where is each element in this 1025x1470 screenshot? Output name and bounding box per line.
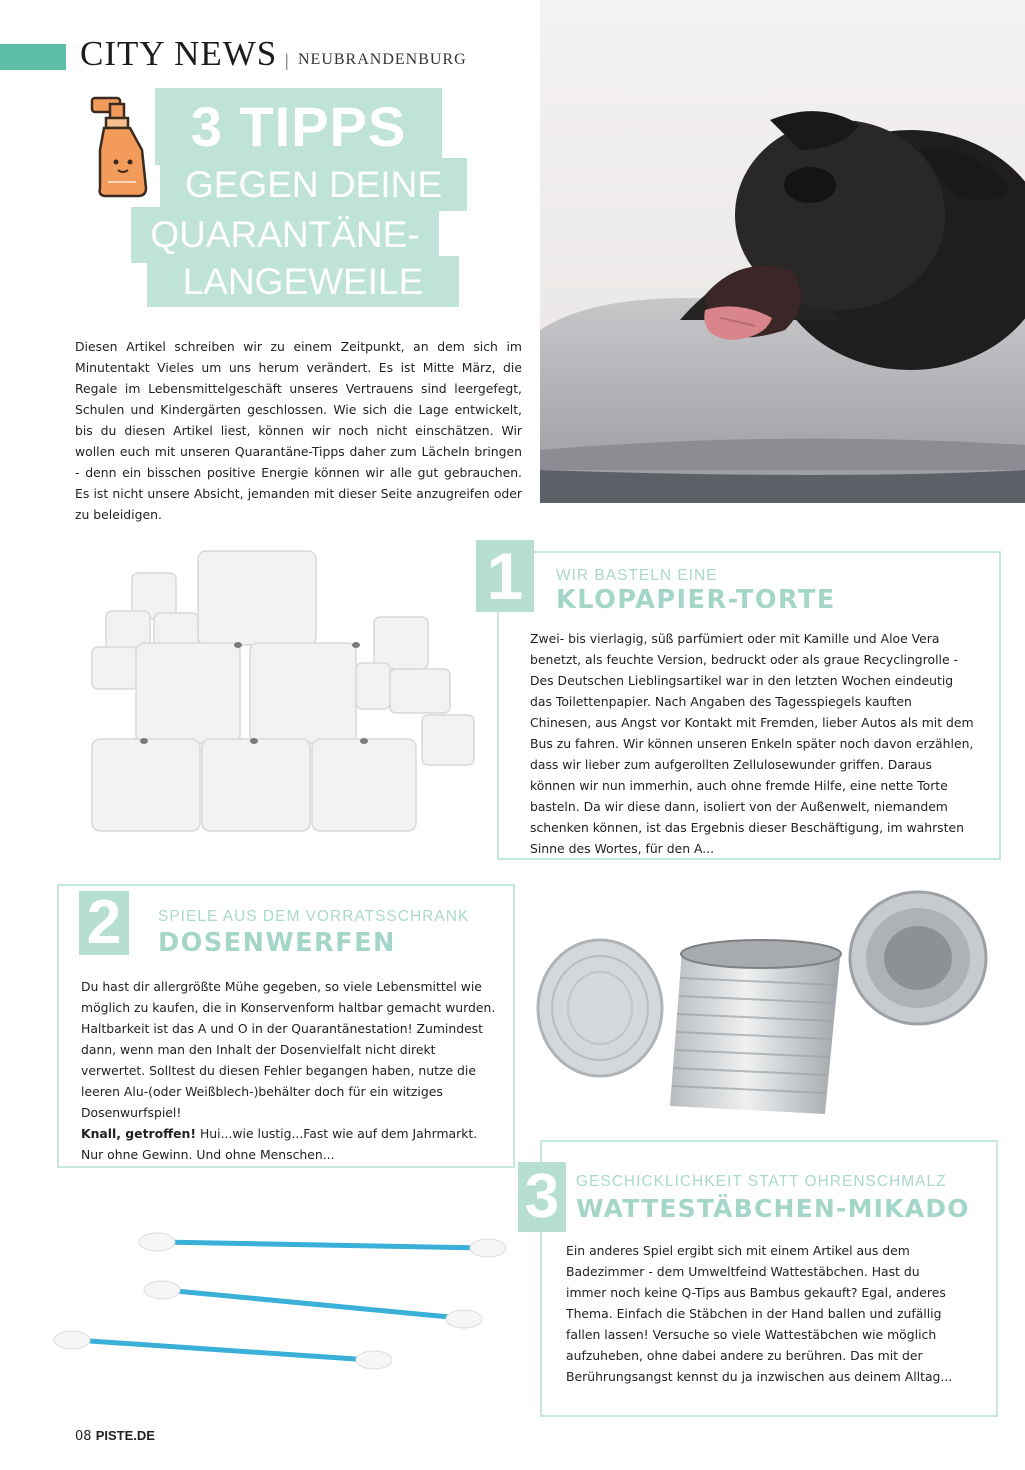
tin-cans-photo (530, 888, 1010, 1128)
tip-2-number: 2 (79, 891, 129, 955)
tip-3-kicker: GESCHICKLICHKEIT STATT OHRENSCHMALZ (576, 1173, 947, 1190)
headline-line-2: GEGEN DEINE (160, 158, 467, 211)
headline-line-4: LANGEWEILE (147, 256, 459, 307)
tip-1-heading: KLOPAPIER-TORTE (556, 585, 836, 615)
publication-brand: PISTE.DE (95, 1428, 155, 1443)
tip-2-body-tail: Hui...wie lustig...Fast wie auf dem Jahrmarkt. Nur ohne Gewinn. Und ohne Menschen... (81, 1126, 478, 1162)
page-number: 08 (75, 1429, 92, 1444)
headline-line-1: 3 TIPPS (155, 88, 442, 165)
headline-line-3: QUARANTÄNE- (131, 207, 439, 263)
section-subtitle: NEUBRANDENBURG (298, 51, 467, 68)
sanitizer-bottle-icon (86, 92, 156, 202)
toilet-paper-stack-photo (88, 545, 480, 835)
cotton-swabs-photo (30, 1180, 520, 1400)
header-accent-bar (0, 44, 66, 70)
intro-paragraph: Diesen Artikel schreiben wir zu einem Zeitpunkt, an dem sich im Minutentakt Vieles um uns herum verändert. Es ist Mitte März, die Regale im Lebensmittelgeschäft unseres Vertrauens sind leergefegt, Schulen und Kindergärten geschlossen. Wie sich die Lage entwickelt, bis du diesen Artikel liest, können wir noch nicht einschätzen. Wir wollen euch mit unseren Quarantäne-Tipps daher zum Lächeln bringen - denn ein bisschen positive Energie können wir alle gut gebrauchen. Es ist nicht unsere Absicht, jemanden mit dieser Seite anzugreifen oder zu beleidigen. (75, 339, 522, 522)
tip-2-bold-phrase: Knall, getroffen! (81, 1126, 197, 1141)
tip-3-number: 3 (518, 1162, 566, 1232)
tip-2-heading: DOSENWERFEN (158, 928, 396, 958)
section-title: CITY NEWS (80, 34, 278, 73)
tip-3-heading: WATTESTÄBCHEN-MIKADO (576, 1194, 970, 1223)
page-footer (75, 1428, 155, 1444)
tip-2-kicker: SPIELE AUS DEM VORRATSSCHRANK (158, 908, 470, 925)
tip-1-number: 1 (476, 540, 534, 612)
yawning-pug-photo (540, 0, 1025, 503)
tip-2-body-text: Du hast dir allergrößte Mühe gegeben, so viele Lebensmittel wie möglich zu kaufen, die in Konservenform haltbar gemacht wurden. Haltbarkeit ist das A und O in der Quarantänestation! Zumindest dann, wenn man den Inhalt der Dosenvielfalt nicht direkt verwertet. Solltest du diesen Fehler begangen haben, nutze die leeren Alu-(oder Weißblech-)behälter doch für ein witziges Dosenwurfspiel! (81, 979, 496, 1120)
header-separator: | (285, 50, 289, 70)
tip-3-body: Ein anderes Spiel ergibt sich mit einem Artikel aus dem Badezimmer - dem Umweltfeind Wattestäbchen. Hast du immer noch keine Q-Tips aus Bambus gekauft? Egal, anderes Thema. Einfach die Stäbchen in der Hand ballen und zufällig fallen lassen! Versuche so viele Wattestäbchen wie möglich aufzuheben, ohne dabei andere zu berühren. Das mit der Berührungsangst kennst du ja inzwischen aus deinem Alltag... (566, 1243, 953, 1384)
tip-1-kicker: WIR BASTELN EINE (556, 567, 718, 584)
tip-1-body: Zwei- bis vierlagig, süß parfümiert oder mit Kamille und Aloe Vera benetzt, als feuchte Version, bedruckt oder als graue Recyclingrolle - Des Deutschen Lieblingsartikel war in den letzten Wochen eindeutig das Toilettenpapier. Nach Angaben des Tagesspiegels kauften Chinesen, aus Angst vor Kontakt mit Fremden, lieber Autos als mit dem Bus zu fahren. Wir können unseren Enkeln später noch davon erzählen, dass wir lieber zum aufgerollten Zellulosewunder griffen. Daraus können wir nun immerhin, auch ohne fremde Hilfe, eine nette Torte basteln. Da wir diese dann, isoliert von der Außenwelt, niemandem schenken können, ist das Ergebnis dieser Beschäftigung, im wahrsten Sinne des Wortes, für den A... (530, 631, 974, 856)
tip-2-body (81, 976, 499, 1165)
